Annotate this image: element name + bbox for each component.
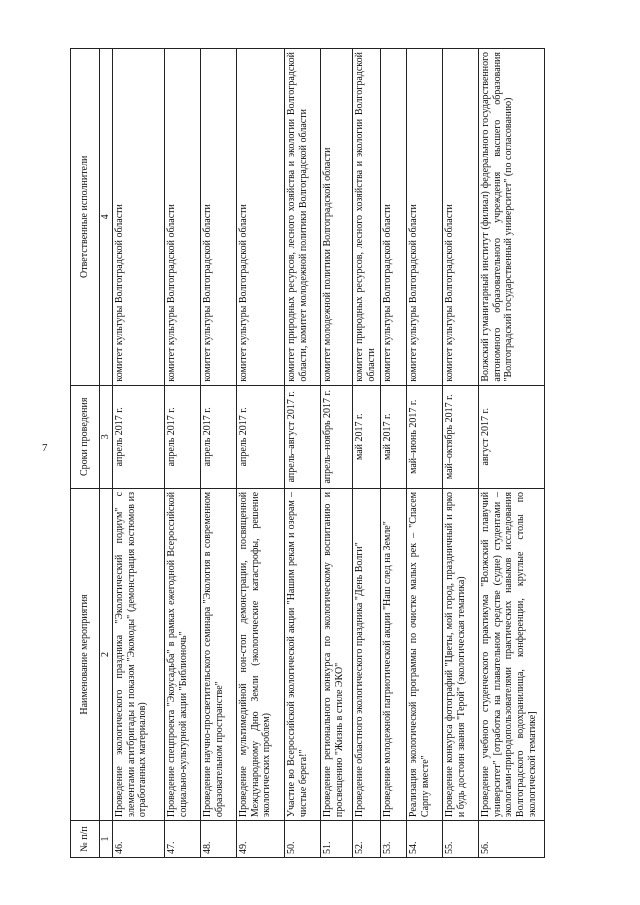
- event-name: Проведение молодежной патриотической акции "Наш след на Земле": [380, 488, 406, 820]
- table-row: [200, 49, 236, 858]
- responsible-executors: комитет культуры Волгоградской области: [200, 49, 236, 386]
- event-name: Проведение регионального конкурса по экологическому воспитанию и просвещению "Жизнь в стиле ЭКО": [320, 488, 352, 820]
- responsible-executors: комитет культуры Волгоградской области: [164, 49, 200, 386]
- event-dates: апрель 2017 г.: [112, 385, 164, 488]
- table-row: [236, 49, 284, 858]
- table-row: [406, 49, 442, 858]
- responsible-executors: комитет культуры Волгоградской области: [236, 49, 284, 386]
- header-name: Наименование мероприятия: [71, 488, 100, 820]
- row-number: 51.: [320, 821, 352, 858]
- table-row: [352, 49, 380, 858]
- event-dates: апрель–ноябрь 2017 г.: [320, 385, 352, 488]
- table-row: [112, 49, 164, 858]
- header-row: [71, 49, 100, 858]
- events-table-container: [70, 48, 618, 858]
- row-number: 50.: [284, 821, 320, 858]
- responsible-executors: комитет природных ресурсов, лесного хозяйства и экологии Волгоградской области: [352, 49, 380, 386]
- col-index-2: 2: [100, 488, 113, 820]
- event-name: Проведение областного экологического праздника "День Волги": [352, 488, 380, 820]
- event-name: Проведение конкурса фотографий "Цветы, мой город, праздничный и ярко и будь достоин звания "Герой" (экологическая тематика): [442, 488, 478, 820]
- header-resp: Ответственные исполнители: [71, 49, 100, 386]
- events-table: [70, 48, 545, 858]
- responsible-executors: комитет культуры Волгоградской области: [442, 49, 478, 386]
- col-index-3: 3: [100, 385, 113, 488]
- row-number: 47.: [164, 821, 200, 858]
- responsible-executors: Волжский гуманитарный институт (филиал) федерального государственного автономного образовательного учреждения высшего образования "Волгоградский государственный университет" (по согласованию): [478, 49, 544, 386]
- event-dates: май 2017 г.: [352, 385, 380, 488]
- col-index-1: 1: [100, 821, 113, 858]
- event-name: Проведение учебного студенческого практикума "Волжский плавучий университет" [отработка на плавательном средстве (судне) студентами – экологами-природопользователями практических навыков исследования Волгоградского водохранилища, конференции, круглые столы по экологической тематике]: [478, 488, 544, 820]
- header-num: № п/п: [71, 821, 100, 858]
- event-name: Проведение мультимедийной нон-стоп демонстрации, посвященной Международному Дню Земли (экологические катастрофы, решение экологических проблем): [236, 488, 284, 820]
- event-name: Реализация экологической программы по очистке малых рек – "Спасем Сарпу вместе": [406, 488, 442, 820]
- event-dates: апрель 2017 г.: [200, 385, 236, 488]
- header-date: Сроки проведения: [71, 385, 100, 488]
- table-row: [442, 49, 478, 858]
- event-name: Проведение спецпроекта "Экоусадьба" в рамках ежегодной Всероссийской социально-культурной акции "Библионочь": [164, 488, 200, 820]
- column-index-row: [100, 49, 113, 858]
- event-dates: май–октябрь 2017 г.: [442, 385, 478, 488]
- row-number: 52.: [352, 821, 380, 858]
- event-dates: май 2017 г.: [380, 385, 406, 488]
- row-number: 54.: [406, 821, 442, 858]
- row-number: 48.: [200, 821, 236, 858]
- table-row: [164, 49, 200, 858]
- event-dates: август 2017 г.: [478, 385, 544, 488]
- event-name: Проведение научно-просветительского семинара "Экология в современном образовательном пространстве": [200, 488, 236, 820]
- row-number: 49.: [236, 821, 284, 858]
- row-number: 56.: [478, 821, 544, 858]
- page-number: 7: [42, 442, 48, 454]
- table-row: [380, 49, 406, 858]
- table-row: [478, 49, 544, 858]
- responsible-executors: комитет культуры Волгоградской области: [112, 49, 164, 386]
- col-index-4: 4: [100, 49, 113, 386]
- event-dates: май–июнь 2017 г.: [406, 385, 442, 488]
- responsible-executors: комитет молодежной политики Волгоградской области: [320, 49, 352, 386]
- event-name: Участие во Всероссийской экологической акции "Нашим рекам и озерам – чистые берега!": [284, 488, 320, 820]
- event-dates: апрель 2017 г.: [236, 385, 284, 488]
- event-dates: апрель–август 2017 г.: [284, 385, 320, 488]
- row-number: 46.: [112, 821, 164, 858]
- event-name: Проведение экологического праздника "Экологический подиум" с элементами агитбригады и показом "Экомоды" (демонстрация костюмов из отработанных материалов): [112, 488, 164, 820]
- row-number: 55.: [442, 821, 478, 858]
- row-number: 53.: [380, 821, 406, 858]
- responsible-executors: комитет природных ресурсов, лесного хозяйства и экологии Волгоградской области, комитет молодежной политики Волгоградской области: [284, 49, 320, 386]
- responsible-executors: комитет культуры Волгоградской области: [406, 49, 442, 386]
- event-dates: апрель 2017 г.: [164, 385, 200, 488]
- responsible-executors: комитет культуры Волгоградской области: [380, 49, 406, 386]
- table-row: [284, 49, 320, 858]
- table-row: [320, 49, 352, 858]
